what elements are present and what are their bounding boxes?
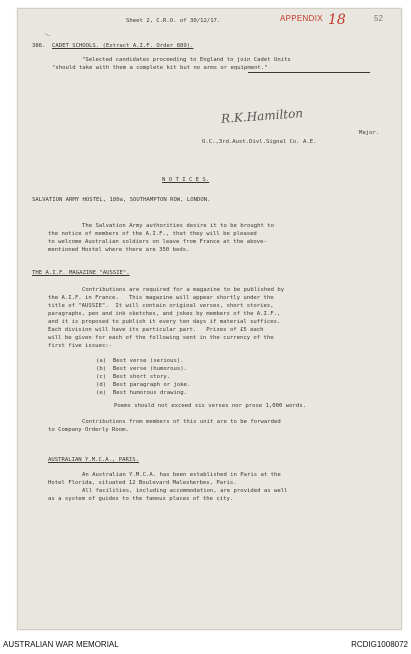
salvation-line: the notice of members of the A.I.F., that they will be pleased xyxy=(48,231,257,237)
aussie-line: paragraphs, pen and ink sketches, and jokes by members of the A.I.F., xyxy=(48,311,281,317)
aussie-line: Contributions are required for a magazine to be published by xyxy=(82,287,285,293)
page-number: 52 xyxy=(374,14,383,23)
ymca-line: Hotel Florida, situated 12 Boulevard Malesherbes, Paris. xyxy=(48,480,237,486)
signature-title: O.C.,3rd.Aust.Divl.Signal Co. A.E. xyxy=(202,139,317,145)
aussie-limit: Poems should not exceed six verses nor prose 1,000 words. xyxy=(114,403,306,409)
aussie-heading: THE A.I.F. MAGAZINE "AUSSIE". xyxy=(32,270,130,276)
aussie-line: and it is proposed to publish it every ten days if material suffices. xyxy=(48,319,281,325)
ymca-line: as a system of guides to the famous places of the city. xyxy=(48,496,234,502)
document-page xyxy=(17,8,402,630)
salvation-line: The Salvation Army authorities desire it to be brought to xyxy=(82,223,274,229)
appendix-number: 18 xyxy=(328,12,346,28)
prize-item: (c) Best short story. xyxy=(96,374,171,380)
salvation-line: mentioned Hostel where there are 350 beds. xyxy=(48,247,190,253)
signature: R.K.Hamilton xyxy=(220,106,304,126)
sheet-line: Sheet 2, C.R.O. of 30/12/17. xyxy=(126,18,221,24)
prize-item: (e) Best humorous drawing. xyxy=(96,390,187,396)
order-number: 386. xyxy=(32,43,46,49)
aussie-forward: Contributions from members of this unit are to be forwarded xyxy=(82,419,281,425)
aussie-line: Each division will have its particular part. Prizes of £5 each xyxy=(48,327,264,333)
footer-id: RCDIG1008072 xyxy=(351,640,408,649)
salvation-line: to welcome Australian soldiers on leave from France at the above- xyxy=(48,239,267,245)
ymca-heading: AUSTRALIAN Y.M.C.A., PARIS. xyxy=(48,457,139,463)
order-line-1: "Selected candidates proceeding to England to join Cadet Units xyxy=(82,57,291,63)
order-heading: CADET SCHOOLS. (Extract A.I.F. Order 889). xyxy=(52,43,194,49)
aussie-line: will be given for each of the following sent in the currency of the xyxy=(48,335,274,341)
emphasis-underline xyxy=(248,72,370,73)
aussie-line: first five issues:- xyxy=(48,343,112,349)
ymca-line: An Australian Y.M.C.A. has been established in Paris at the xyxy=(82,472,281,478)
pencil-annotation: ⌇ xyxy=(44,32,53,39)
prize-item: (a) Best verse (serious). xyxy=(96,358,184,364)
ymca-line: All facilities, including accommodation, are provided as well xyxy=(82,488,288,494)
aussie-line: the A.I.F. in France. This magazine will appear shortly under the xyxy=(48,295,274,301)
footer-source: AUSTRALIAN WAR MEMORIAL xyxy=(3,640,119,649)
order-line-2: "should take with them a complete kit but no arms or equipment." xyxy=(52,65,268,71)
aussie-line: title of "AUSSIE". It will contain original verses, short stories, xyxy=(48,303,274,309)
notices-heading: N O T I C E S. xyxy=(162,177,210,183)
appendix-stamp: APPENDIX xyxy=(280,14,323,23)
prize-item: (d) Best paragraph or joke. xyxy=(96,382,191,388)
prize-item: (b) Best verse (humorous). xyxy=(96,366,187,372)
aussie-forward: to Company Orderly Room. xyxy=(48,427,129,433)
signature-rank: Major. xyxy=(359,130,380,136)
archive-footer xyxy=(0,632,411,654)
salvation-heading: SALVATION ARMY HOSTEL, 180a, SOUTHAMPTON ROW, LONDON. xyxy=(32,197,211,203)
